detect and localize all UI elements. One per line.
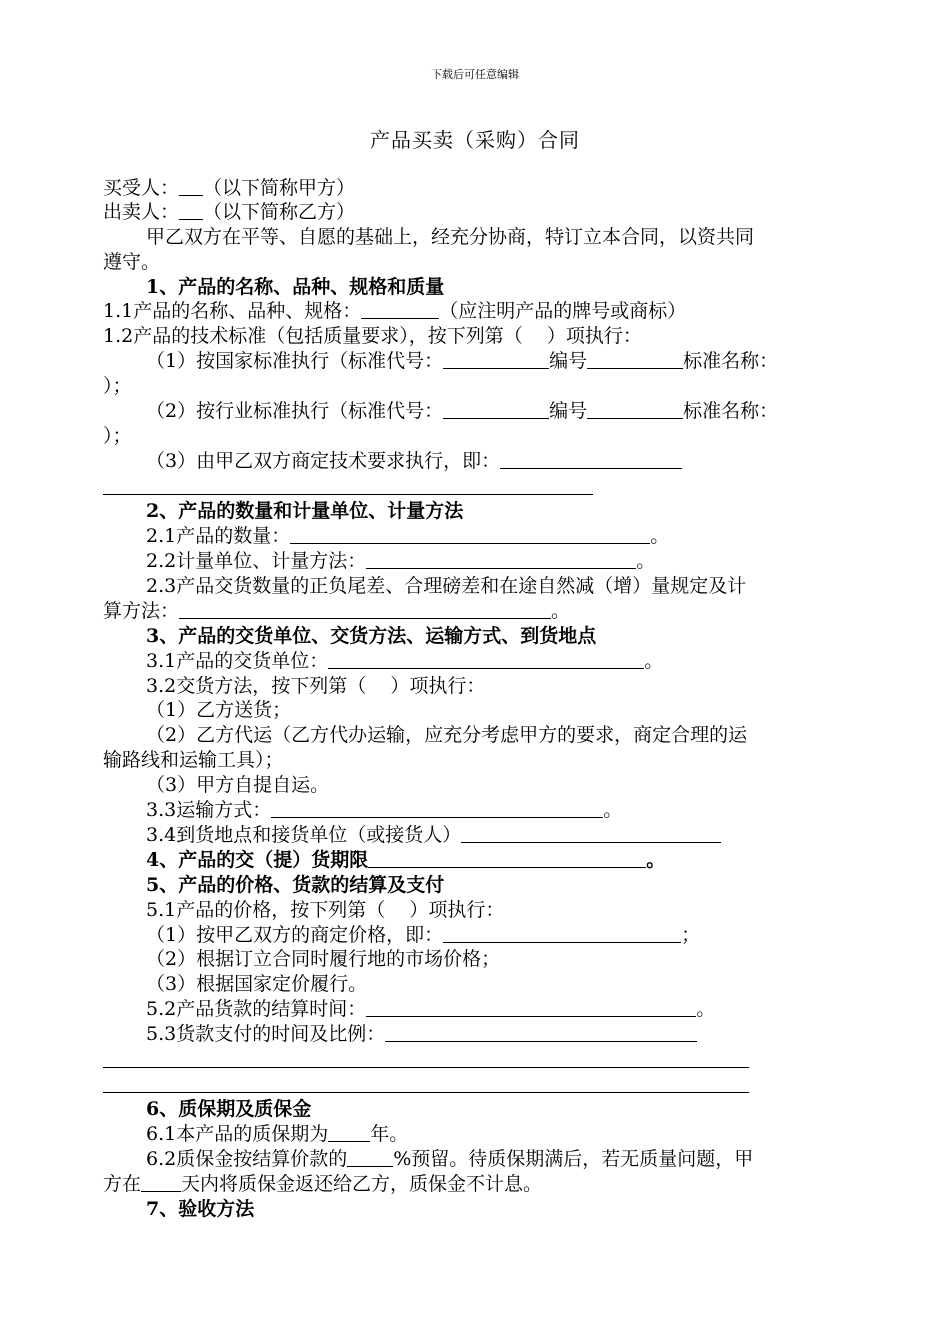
clause-3-2-2-cont: 输路线和运输工具）； xyxy=(103,749,284,771)
clause-1-2: 1.2产品的技术标准（包括质量要求），按下列第（ ）项执行： xyxy=(103,325,642,347)
blank-line xyxy=(103,494,593,495)
seller-line: 出卖人： （以下简称乙方） xyxy=(103,201,356,223)
clause-2-1: 2.1产品的数量： 。 xyxy=(146,525,670,547)
clause-1-2-3: （3）由甲乙双方商定技术要求执行，即： xyxy=(146,449,682,473)
clause-1-2-2-close: ）； xyxy=(103,425,132,447)
clause-2-2: 2.2计量单位、计量方法： 。 xyxy=(146,550,656,572)
section-5-heading: 5、产品的价格、货款的结算及支付 xyxy=(146,874,445,896)
clause-3-4: 3.4到货地点和接货单位（或接货人） xyxy=(146,823,721,847)
blank-line xyxy=(103,1092,749,1093)
clause-5-1: 5.1产品的价格，按下列第（ ）项执行： xyxy=(146,899,505,921)
buyer-line: 买受人： （以下简称甲方） xyxy=(103,177,356,199)
clause-1-1: 1.1产品的名称、品种、规格： （应注明产品的牌号或商标） xyxy=(103,300,687,322)
clause-6-1: 6.1本产品的质保期为 年。 xyxy=(146,1123,409,1145)
clause-3-2-3: （3）甲方自提自运。 xyxy=(146,774,330,796)
clause-3-2: 3.2交货方法，按下列第（ ）项执行： xyxy=(146,675,486,697)
blank-line xyxy=(103,1067,749,1068)
section-1-heading: 1、产品的名称、品种、规格和质量 xyxy=(146,276,445,298)
clause-3-2-2: （2）乙方代运（乙方代办运输，应充分考虑甲方的要求，商定合理的运 xyxy=(146,724,748,746)
clause-3-2-1: （1）乙方送货； xyxy=(146,699,292,721)
clause-5-3: 5.3货款支付的时间及比例： xyxy=(146,1022,697,1046)
clause-1-2-1-close: ）； xyxy=(103,375,132,397)
clause-2-3: 2.3产品交货数量的正负尾差、合理磅差和在途自然减（增）量规定及计 xyxy=(146,575,747,597)
intro-text-cont: 遵守。 xyxy=(103,251,161,273)
clause-6-2: 6.2质保金按结算价款的 %预留。待质保期满后，若无质量问题，甲 xyxy=(146,1148,754,1170)
clause-1-2-2: （2）按行业标准执行（标准代号： 编号 标准名称： xyxy=(146,400,779,422)
intro-text: 甲乙双方在平等、自愿的基础上，经充分协商，特订立本合同，以资共同 xyxy=(146,226,755,248)
section-4-heading: 4、产品的交（提）货期限 。 xyxy=(146,849,666,871)
section-3-heading: 3、产品的交货单位、交货方法、运输方式、到货地点 xyxy=(146,625,597,647)
section-7-heading: 7、验收方法 xyxy=(146,1198,255,1220)
clause-5-2: 5.2产品货款的结算时间： 。 xyxy=(146,998,716,1020)
clause-3-3: 3.3运输方式： 。 xyxy=(146,799,623,821)
contract-title: 产品买卖（采购）合同 xyxy=(370,128,580,152)
section-2-heading: 2、产品的数量和计量单位、计量方法 xyxy=(146,500,464,522)
clause-3-1: 3.1产品的交货单位： 。 xyxy=(146,650,664,672)
clause-1-2-1: （1）按国家标准执行（标准代号： 编号 标准名称： xyxy=(146,350,779,372)
clause-6-2-cont: 方在 天内将质保金返还给乙方，质保金不计息。 xyxy=(103,1173,543,1195)
clause-2-3-cont: 算方法： 。 xyxy=(103,600,571,622)
clause-5-1-3: （3）根据国家定价履行。 xyxy=(146,973,368,995)
clause-5-1-1: （1）按甲乙双方的商定价格，即： ； xyxy=(146,924,701,946)
clause-5-1-2: （2）根据订立合同时履行地的市场价格； xyxy=(146,948,501,970)
page-header: 下载后可任意编辑 xyxy=(431,68,519,81)
section-6-heading: 6、质保期及质保金 xyxy=(146,1098,312,1120)
